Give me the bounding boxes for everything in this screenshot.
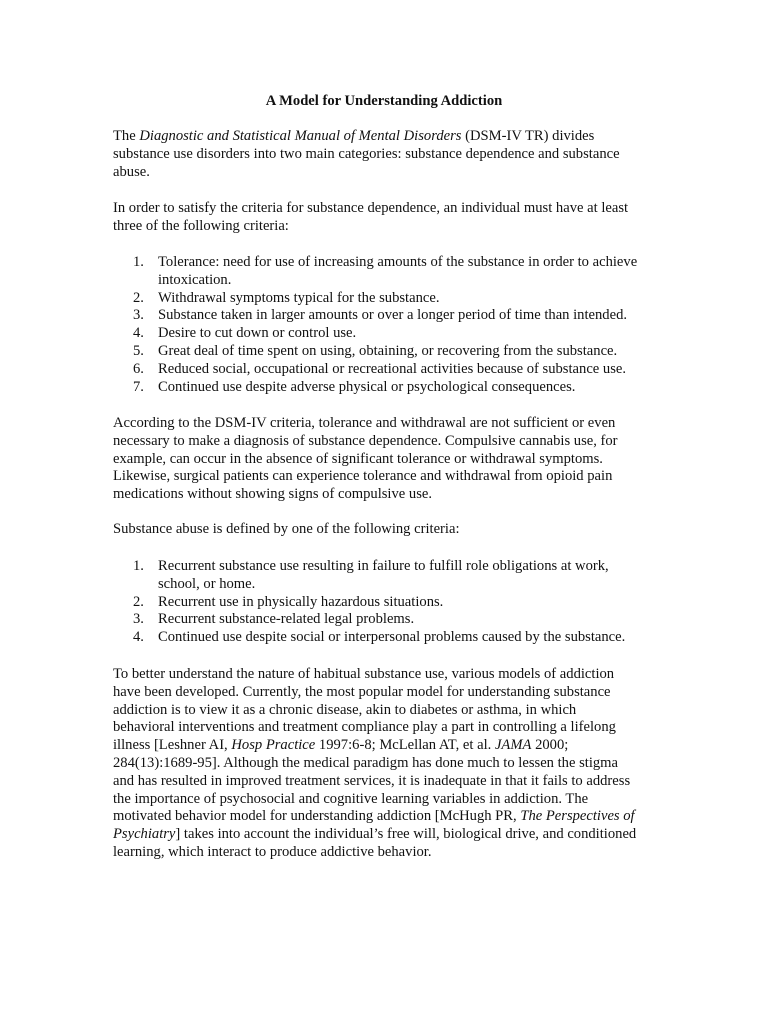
intro-paragraph (113, 128, 620, 181)
text-line: Substance abuse is defined by one of the following criteria: (113, 521, 460, 537)
text-line: 284(13):1689-95]. Although the medical paradigm has done much to lessen the stigma (113, 754, 619, 771)
list-item-text: Withdrawal symptoms typical for the substance. (158, 289, 440, 306)
text-run: ] takes into account the individual’s free will, biological drive, and conditioned (175, 826, 637, 843)
text-line: addiction is to view it as a chronic disease, akin to diabetes or asthma, in which (113, 701, 577, 718)
list-item-text: Recurrent use in physically hazardous situations. (158, 593, 444, 610)
list-item-text: Continued use despite social or interpersonal problems caused by the substance. (158, 629, 626, 646)
text-line (113, 826, 636, 844)
book-title-italic: The Perspectives of (520, 808, 635, 825)
journal-title-italic: Hosp Practice (231, 737, 316, 754)
text-line: abuse. (113, 163, 150, 180)
text-line: three of the following criteria: (113, 217, 289, 234)
models-paragraph (113, 666, 636, 862)
text-run: (DSM-IV TR) divides (461, 128, 595, 144)
list-item (113, 361, 637, 379)
list-number: 4. (133, 629, 144, 646)
list-item (113, 325, 637, 343)
text-line: example, can occur in the absence of significant tolerance or withdrawal symptoms. (113, 450, 603, 467)
text-line (113, 737, 636, 755)
text-line: have been developed. Currently, the most popular model for understanding substance (113, 683, 611, 700)
list-item (113, 611, 625, 629)
list-item (113, 343, 637, 361)
list-item (113, 379, 637, 397)
list-item-text: Substance taken in larger amounts or over a longer period of time than intended. (158, 307, 628, 324)
list-number: 5. (133, 342, 144, 359)
list-number: 3. (133, 307, 144, 324)
tolerance-paragraph (113, 415, 618, 504)
list-number: 2. (133, 593, 144, 610)
list-number: 2. (133, 289, 144, 306)
manual-title-italic: Diagnostic and Statistical Manual of Mental Disorders (139, 128, 462, 144)
list-number: 3. (133, 611, 144, 628)
list-number: 1. (133, 558, 144, 574)
text-run: The (113, 128, 140, 144)
document-title: A Model for Understanding Addiction (265, 93, 503, 109)
list-number: 6. (133, 360, 144, 377)
list-item-text: Desire to cut down or control use. (158, 325, 357, 342)
text-line: substance use disorders into two main categories: substance dependence and substance (113, 145, 620, 162)
text-line (113, 808, 636, 826)
list-item (113, 254, 637, 290)
list-item (113, 558, 625, 594)
list-item-text: Continued use despite adverse physical or psychological consequences. (158, 378, 576, 395)
text-line: learning, which interact to produce addictive behavior. (113, 843, 432, 860)
text-line: Likewise, surgical patients can experience tolerance and withdrawal from opioid pain (113, 468, 613, 485)
book-title-italic: Psychiatry (113, 826, 176, 843)
text-line: necessary to make a diagnosis of substance dependence. Compulsive cannabis use, for (113, 432, 618, 449)
list-item-text: Recurrent substance-related legal problems. (158, 611, 415, 628)
list-item-text: Great deal of time spent on using, obtaining, or recovering from the substance. (158, 342, 618, 359)
list-item (113, 290, 637, 308)
text-line: According to the DSM-IV criteria, tolerance and withdrawal are not sufficient or even (113, 415, 616, 431)
abuse-criteria-list (113, 558, 625, 647)
list-item (113, 594, 625, 612)
text-run: 2000; (531, 737, 569, 754)
text-run: motivated behavior model for understanding addiction [McHugh PR, (113, 808, 521, 825)
list-number: 7. (133, 378, 144, 395)
list-item-text: Reduced social, occupational or recreational activities because of substance use. (158, 360, 627, 377)
text-line: behavioral interventions and treatment compliance play a part in controlling a lifelong (113, 719, 616, 736)
list-number: 1. (133, 254, 144, 270)
list-item (113, 307, 637, 325)
list-number: 4. (133, 325, 144, 342)
text-line: and has resulted in improved treatment services, it is inadequate in that it fails to address (113, 772, 631, 789)
text-line: medications without showing signs of compulsive use. (113, 486, 433, 503)
text-line: In order to satisfy the criteria for substance dependence, an individual must have at least (113, 200, 629, 216)
list-item-text: Recurrent substance use resulting in failure to fulfill role obligations at work, (158, 558, 609, 574)
text-line: To better understand the nature of habitual substance use, various models of addiction (113, 666, 615, 682)
list-item-text: school, or home. (158, 575, 256, 592)
dependence-intro-paragraph (113, 200, 628, 236)
text-line: the importance of psychosocial and cognitive learning variables in addiction. The (113, 790, 589, 807)
dependence-criteria-list (113, 254, 637, 396)
list-item (113, 629, 625, 647)
journal-title-italic: JAMA (494, 737, 532, 754)
text-run: illness [Leshner AI, (113, 737, 232, 754)
list-item-text: Tolerance: need for use of increasing amounts of the substance in order to achieve (158, 254, 638, 270)
text-line (113, 128, 620, 146)
text-run: 1997:6-8; McLellan AT, et al. (315, 737, 495, 754)
abuse-intro-paragraph (113, 521, 460, 539)
list-item-text: intoxication. (158, 271, 232, 288)
